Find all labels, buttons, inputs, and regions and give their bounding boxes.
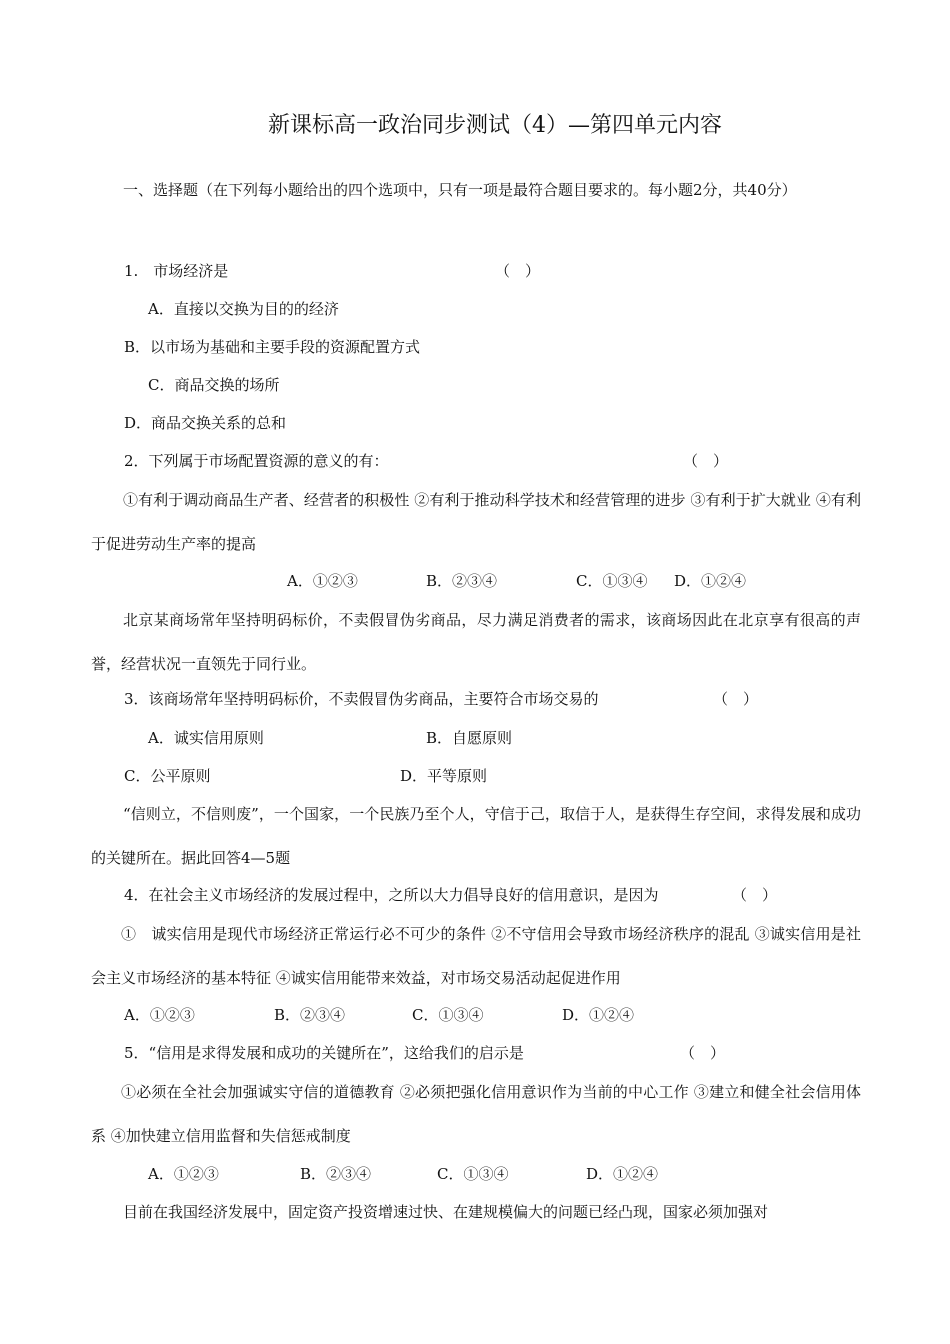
q4-stem: 4．在社会主义市场经济的发展过程中，之所以大力倡导良好的信用意识，是因为 — [124, 886, 659, 904]
q5-statements: ①必须在全社会加强诚实守信的道德教育 ②必须把强化信用意识作为当前的中心工作 ③建立和健全社会信用体系 ④加快建立信用监督和失信惩戒制度 — [91, 1083, 861, 1145]
q5-option-a: A．①②③ — [148, 1165, 219, 1183]
q5-option-d: D．①②④ — [586, 1165, 659, 1183]
q2-option-d: D．①②④ — [674, 572, 747, 590]
q5-option-c: C．①③④ — [437, 1165, 509, 1183]
q4-answer-paren: （ ） — [732, 886, 778, 904]
q3-stem: 3．该商场常年坚持明码标价，不卖假冒伪劣商品，主要符合市场交易的 — [124, 690, 599, 708]
q5-answer-paren: （ ） — [680, 1044, 726, 1062]
q2-statements: ①有利于调动商品生产者、经营者的积极性 ②有利于推动科学技术和经营管理的进步 ③有利于扩大就业 ④有利于促进劳动生产率的提高 — [91, 491, 861, 553]
page-title: 新课标高一政治同步测试（4）—第四单元内容 — [268, 113, 722, 138]
q1-option-b: B．以市场为基础和主要手段的资源配置方式 — [124, 338, 421, 356]
q3-option-b: B．自愿原则 — [426, 729, 513, 747]
q2-stem: 2．下列属于市场配置资源的意义的有： — [124, 452, 389, 470]
q4-option-a: A．①②③ — [124, 1006, 195, 1024]
q2-answer-paren: （ ） — [683, 452, 729, 470]
q4-option-d: D．①②④ — [562, 1006, 635, 1024]
q3-answer-paren: （ ） — [713, 690, 759, 708]
q1-stem: 1. 市场经济是 — [124, 262, 229, 280]
q4-option-c: C．①③④ — [412, 1006, 484, 1024]
q2-option-a: A．①②③ — [287, 572, 358, 590]
q3-option-a: A．诚实信用原则 — [148, 729, 264, 747]
q1-option-a: A．直接以交换为目的的经济 — [148, 300, 339, 318]
q4-statements: ① 诚实信用是现代市场经济正常运行必不可少的条件 ②不守信用会导致市场经济秩序的混乱 ③诚实信用是社会主义市场经济的基本特征 ④诚实信用能带来效益，对市场交易活动起促进作用 — [91, 925, 861, 987]
q1-option-d: D．商品交换关系的总和 — [124, 414, 287, 432]
q5-option-b: B．②③④ — [300, 1165, 372, 1183]
q2-option-b: B．②③④ — [426, 572, 498, 590]
q1-answer-paren: （ ） — [495, 262, 541, 280]
q3-option-c: C．公平原则 — [124, 767, 211, 785]
section-instructions: 一、选择题（在下列每小题给出的四个选项中，只有一项是最符合题目要求的。每小题2分，共40分） — [123, 181, 797, 199]
q5-stem: 5．“信用是求得发展和成功的关键所在”，这给我们的启示是 — [124, 1044, 524, 1062]
q1-option-c: C．商品交换的场所 — [148, 376, 280, 394]
material-paragraph-2: “信则立，不信则废”，一个国家，一个民族乃至个人，守信于己，取信于人，是获得生存空间，求得发展和成功的关键所在。据此回答4—5题 — [91, 805, 861, 867]
material-paragraph-3: 目前在我国经济发展中，固定资产投资增速过快、在建规模偏大的问题已经凸现，国家必须加强对 — [123, 1203, 769, 1221]
q2-option-c: C．①③④ — [576, 572, 648, 590]
material-paragraph-1: 北京某商场常年坚持明码标价，不卖假冒伪劣商品，尽力满足消费者的需求，该商场因此在北京享有很高的声誉，经营状况一直领先于同行业。 — [91, 611, 861, 673]
q4-option-b: B．②③④ — [274, 1006, 346, 1024]
q3-option-d: D．平等原则 — [400, 767, 488, 785]
